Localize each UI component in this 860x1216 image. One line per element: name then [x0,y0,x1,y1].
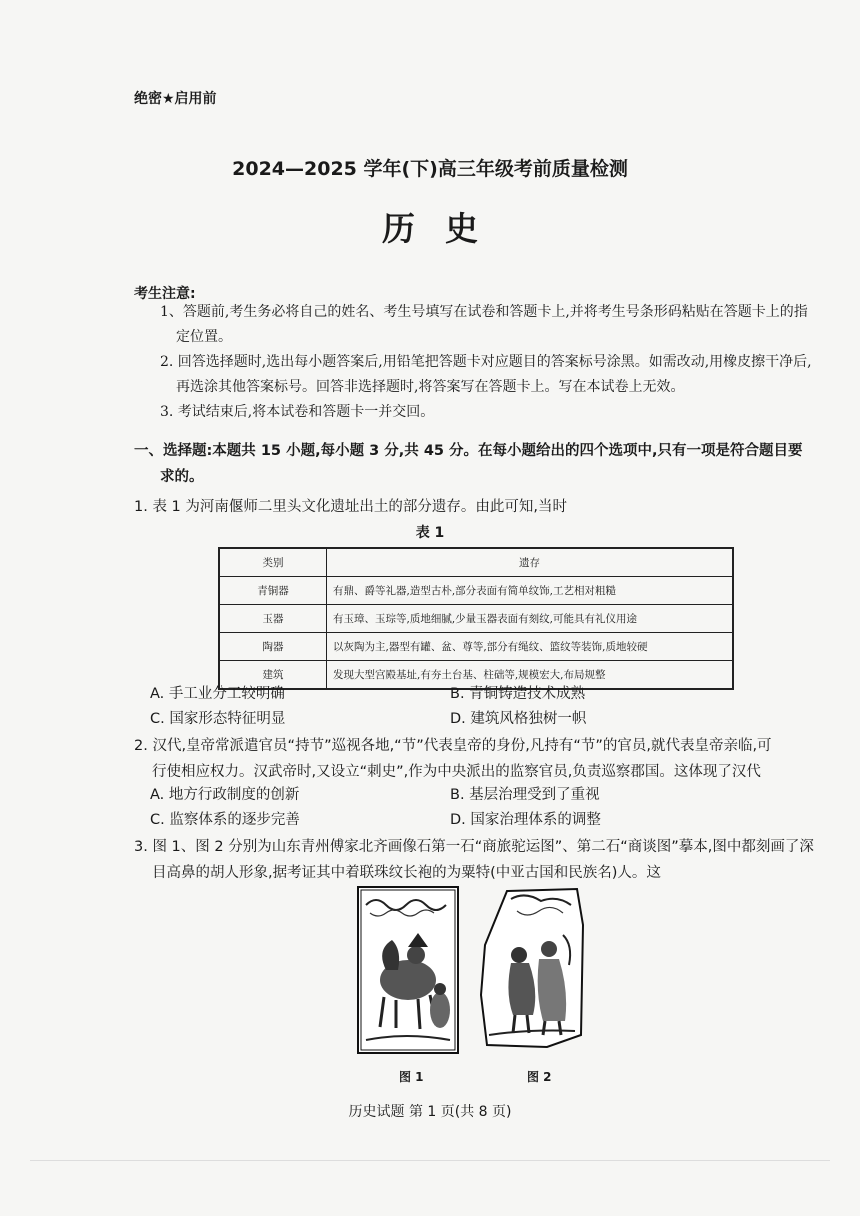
table-header-row [219,548,733,577]
exam-title: 2024—2025 学年(下)高三年级考前质量检测 [232,158,628,180]
figure-2-image [477,885,589,1053]
secret-mark: 绝密★启用前 [134,91,217,107]
question-3-stem [134,834,818,886]
relics-table [218,547,734,690]
table-cell-category: 青铜器 [219,577,327,605]
table-cell-relics: 发现大型宫殿基址,有夯土台基、柱础等,规模宏大,布局规整 [327,661,734,690]
table-row [219,577,733,605]
table-cell-category: 玉器 [219,605,327,633]
notice-list [160,300,812,425]
table-row [219,605,733,633]
question-1-options [150,682,810,732]
figure-1-label: 图 1 [399,1070,424,1084]
notice-heading: 考生注意: [134,286,196,302]
table-cell-relics: 有玉璋、玉琮等,质地细腻,少量玉器表面有刻纹,可能具有礼仪用途 [327,605,734,633]
page-footer: 历史试题 第 1 页(共 8 页) [348,1104,512,1120]
table-cell-relics: 有鼎、爵等礼器,造型古朴,部分表面有简单纹饰,工艺相对粗糙 [327,577,734,605]
notice-item: 2. 回答选择题时,选出每小题答案后,用铅笔把答题卡对应题目的答案标号涂黑。如需改动,用橡皮擦干净后,再选涂其他答案标号。回答非选择题时,将答案写在答题卡上。写在本试卷上无效。 [160,354,812,395]
section-heading [134,438,816,490]
option-a[interactable]: A. 手工业分工较明确 [150,686,285,702]
table-row [219,633,733,661]
option-d[interactable]: D. 国家治理体系的调整 [450,812,601,828]
notice-item: 3. 考试结束后,将本试卷和答题卡一并交回。 [160,404,435,420]
figure-2-label: 图 2 [527,1070,552,1084]
table-header-cell: 遗存 [327,548,734,577]
option-d[interactable]: D. 建筑风格独树一帜 [450,711,587,727]
section-heading-line: 求的。 [160,469,204,485]
question-2-stem [134,733,818,785]
option-c[interactable]: C. 国家形态特征明显 [150,711,286,727]
page-bottom-divider [30,1160,830,1161]
option-b[interactable]: B. 青铜铸造技术成熟 [450,686,586,702]
question-1-stem [134,494,818,520]
notice-item: 1、答题前,考生务必将自己的姓名、考生号填写在试卷和答题卡上,并将考生号条形码粘贴在答题卡上的指定位置。 [160,304,808,345]
section-heading-line: 一、选择题:本题共 15 小题,每小题 3 分,共 45 分。在每小题给出的四个选项中,只有一项是符合题目要 [134,443,803,459]
option-c[interactable]: C. 监察体系的逐步完善 [150,812,300,828]
question-3-text: 3. 图 1、图 2 分别为山东青州傅家北齐画像石第一石“商旅驼运图”、第二石“商谈图”摹本,图中都刻画了深 [134,839,814,855]
table-cell-category: 陶器 [219,633,327,661]
option-a[interactable]: A. 地方行政制度的创新 [150,787,300,803]
figure-1-image [356,885,460,1055]
question-2-options [150,783,810,833]
question-2-text: 2. 汉代,皇帝常派遣官员“持节”巡视各地,“节”代表皇帝的身份,凡持有“节”的官员,就代表皇帝亲临,可 [134,738,772,754]
table-caption: 表 1 [415,525,445,541]
question-2-text: 行使相应权力。汉武帝时,又设立“刺史”,作为中央派出的监察官员,负责巡察郡国。这体现了汉代 [152,764,761,780]
option-b[interactable]: B. 基层治理受到了重视 [450,787,600,803]
subject-title: 历史 [382,209,508,248]
table-header-cell: 类别 [219,548,327,577]
table-cell-category: 建筑 [219,661,327,690]
question-1-text: 1. 表 1 为河南偃师二里头文化遗址出土的部分遗存。由此可知,当时 [134,499,567,515]
table-cell-relics: 以灰陶为主,器型有罐、盆、尊等,部分有绳纹、篮纹等装饰,质地较硬 [327,633,734,661]
question-3-text: 目高鼻的胡人形象,据考证其中着联珠纹长袍的为粟特(中亚古国和民族名)人。这 [152,865,661,881]
